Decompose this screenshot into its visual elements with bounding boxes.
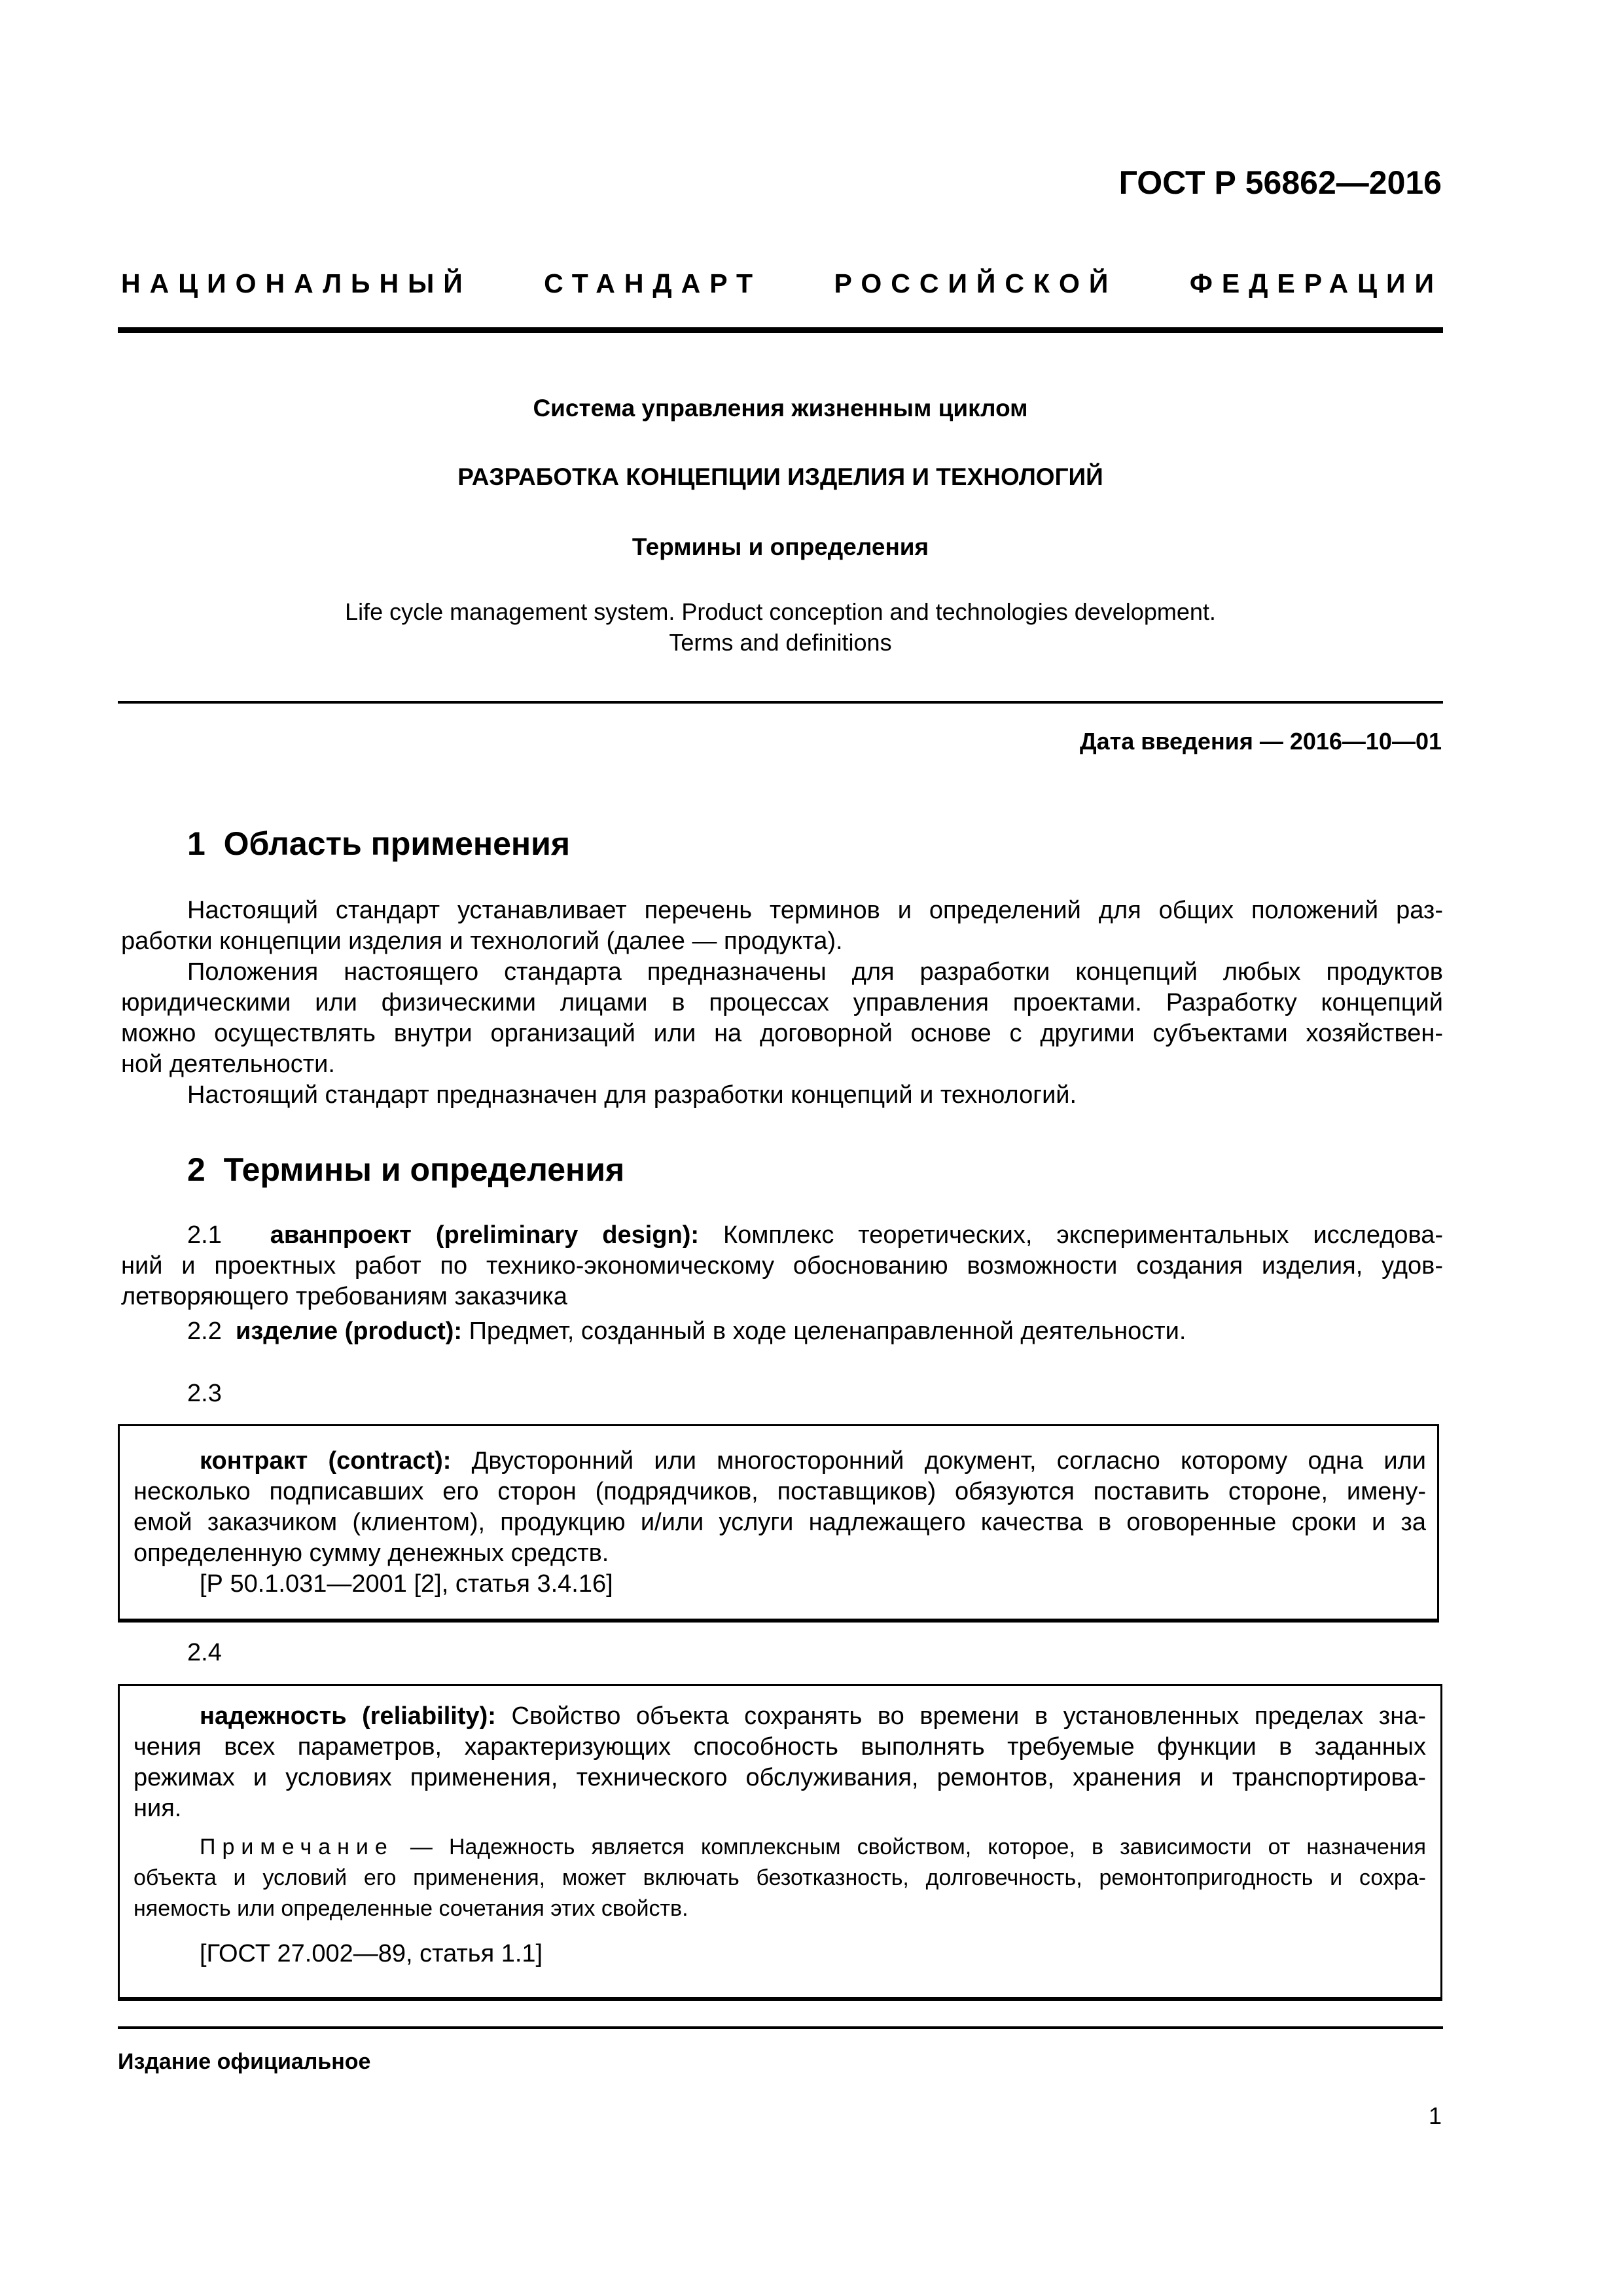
title-english-2: Terms and definitions	[669, 629, 892, 656]
text-line: работки концепции изделия и технологий (далее — продукта).	[121, 927, 843, 955]
term-line	[121, 1316, 1443, 1347]
text-line: режимах и условиях применения, технического обслуживания, ремонтов, хранения и транспортирова-	[134, 1764, 1426, 1791]
text-line: емой заказчиком (клиентом), продукцию и/или услуги надлежащего качества в оговоренные сроки и за	[134, 1509, 1426, 1536]
term-definition: Предмет, созданный в ходе целенаправленной деятельности.	[469, 1318, 1186, 1345]
term-definition-rest	[134, 1477, 1426, 1569]
term-definition: Двусторонний или многосторонний документ, согласно которому одна или	[471, 1447, 1426, 1475]
text-line: определенную сумму денежных средств.	[134, 1539, 609, 1567]
note-label: Примечание	[200, 1835, 394, 1859]
term-definition: Комплекс теоретических, экспериментальных исследова-	[722, 1221, 1444, 1249]
text-line: объекта и условий его применения, может включать безотказность, долговечность, ремонтопригодность и сохра-	[134, 1865, 1426, 1890]
title-rule	[118, 701, 1443, 704]
note-text: — Надежность является комплексным свойством, которое, в зависимости от назначения	[410, 1835, 1427, 1859]
term-source: [ГОСТ 27.002—89, статья 1.1]	[200, 1940, 543, 1967]
term-definition-rest	[134, 1732, 1426, 1824]
text-line: Положения настоящего стандарта предназначены для разработки концепций любых продуктов	[187, 958, 1443, 986]
text-line: несколько подписавших его сторон (подрядчиков, поставщиков) обязуются поставить стороне, имену-	[134, 1478, 1426, 1505]
term-line	[121, 1220, 1443, 1251]
term-2-2	[121, 1316, 1443, 1347]
text-line: можно осуществлять внутри организаций или на договорной основе с другими субъектами хозяйствен-	[121, 1020, 1443, 1047]
text-line: ния.	[134, 1795, 182, 1822]
term-line	[134, 1446, 1426, 1477]
section-1-body	[121, 895, 1443, 1111]
title-system: Система управления жизненным циклом	[533, 395, 1028, 422]
text-line: юридическими или физическими лицами в процессах управления проектами. Разработку концепций	[121, 989, 1443, 1016]
term-name: надежность (reliability):	[200, 1702, 496, 1730]
section-2-heading: 2 Термины и определения	[187, 1151, 625, 1188]
term-definition-rest	[121, 1251, 1443, 1312]
header-rule	[118, 327, 1443, 333]
introduction-date: Дата введения — 2016—10—01	[1079, 728, 1442, 755]
paragraph	[121, 957, 1443, 1080]
term-number: 2.2	[187, 1318, 222, 1345]
term-2-4	[134, 1701, 1426, 1969]
title-english-1: Life cycle management system. Product conception and technologies development.	[345, 598, 1216, 625]
term-name: изделие (product):	[235, 1318, 463, 1345]
term-source: [Р 50.1.031—2001 [2], статья 3.4.16]	[200, 1570, 613, 1598]
title-terms: Термины и определения	[632, 533, 929, 560]
text-line: ной деятельности.	[121, 1050, 335, 1078]
term-line	[134, 1701, 1426, 1732]
document-code: ГОСТ Р 56862—2016	[1118, 164, 1442, 201]
term-2-4-number: 2.4	[187, 1639, 222, 1666]
text-line: Настоящий стандарт устанавливает перечень терминов и определений для общих положений раз-	[187, 897, 1443, 924]
term-definition: Свойство объекта сохранять во времени в установленных пределах зна-	[511, 1702, 1426, 1730]
page-number: 1	[1429, 2102, 1442, 2129]
term-name: контракт (contract):	[200, 1447, 452, 1475]
note-text-rest	[134, 1863, 1426, 1924]
term-2-3-number: 2.3	[187, 1380, 222, 1407]
term-2-1	[121, 1220, 1443, 1312]
section-1-heading: 1 Область применения	[187, 825, 571, 862]
text-line: летворяющего требованиям заказчика	[121, 1283, 567, 1310]
title-main: РАЗРАБОТКА КОНЦЕПЦИИ ИЗДЕЛИЯ И ТЕХНОЛОГИЙ	[457, 463, 1103, 490]
paragraph	[121, 1080, 1443, 1111]
paragraph	[121, 895, 1443, 957]
text-line: няемость или определенные сочетания этих свойств.	[134, 1896, 688, 1921]
national-standard-banner: НАЦИОНАЛЬНЫЙ СТАНДАРТ РОССИЙСКОЙ ФЕДЕРАЦИИ	[121, 268, 1443, 298]
term-note	[134, 1832, 1426, 1924]
term-number: 2.1	[187, 1221, 222, 1249]
note-line	[134, 1832, 1426, 1863]
term-2-3	[134, 1446, 1426, 1600]
official-edition-label: Издание официальное	[118, 2049, 371, 2074]
text-line: Настоящий стандарт предназначен для разработки концепций и технологий.	[187, 1081, 1077, 1109]
footer-rule	[118, 2026, 1443, 2029]
term-name: аванпроект (preliminary design):	[270, 1221, 700, 1249]
text-line: ний и проектных работ по технико-экономическому обоснованию возможности создания изделия, удов-	[121, 1252, 1443, 1280]
text-line: чения всех параметров, характеризующих способность выполнять требуемые функции в заданных	[134, 1733, 1426, 1761]
